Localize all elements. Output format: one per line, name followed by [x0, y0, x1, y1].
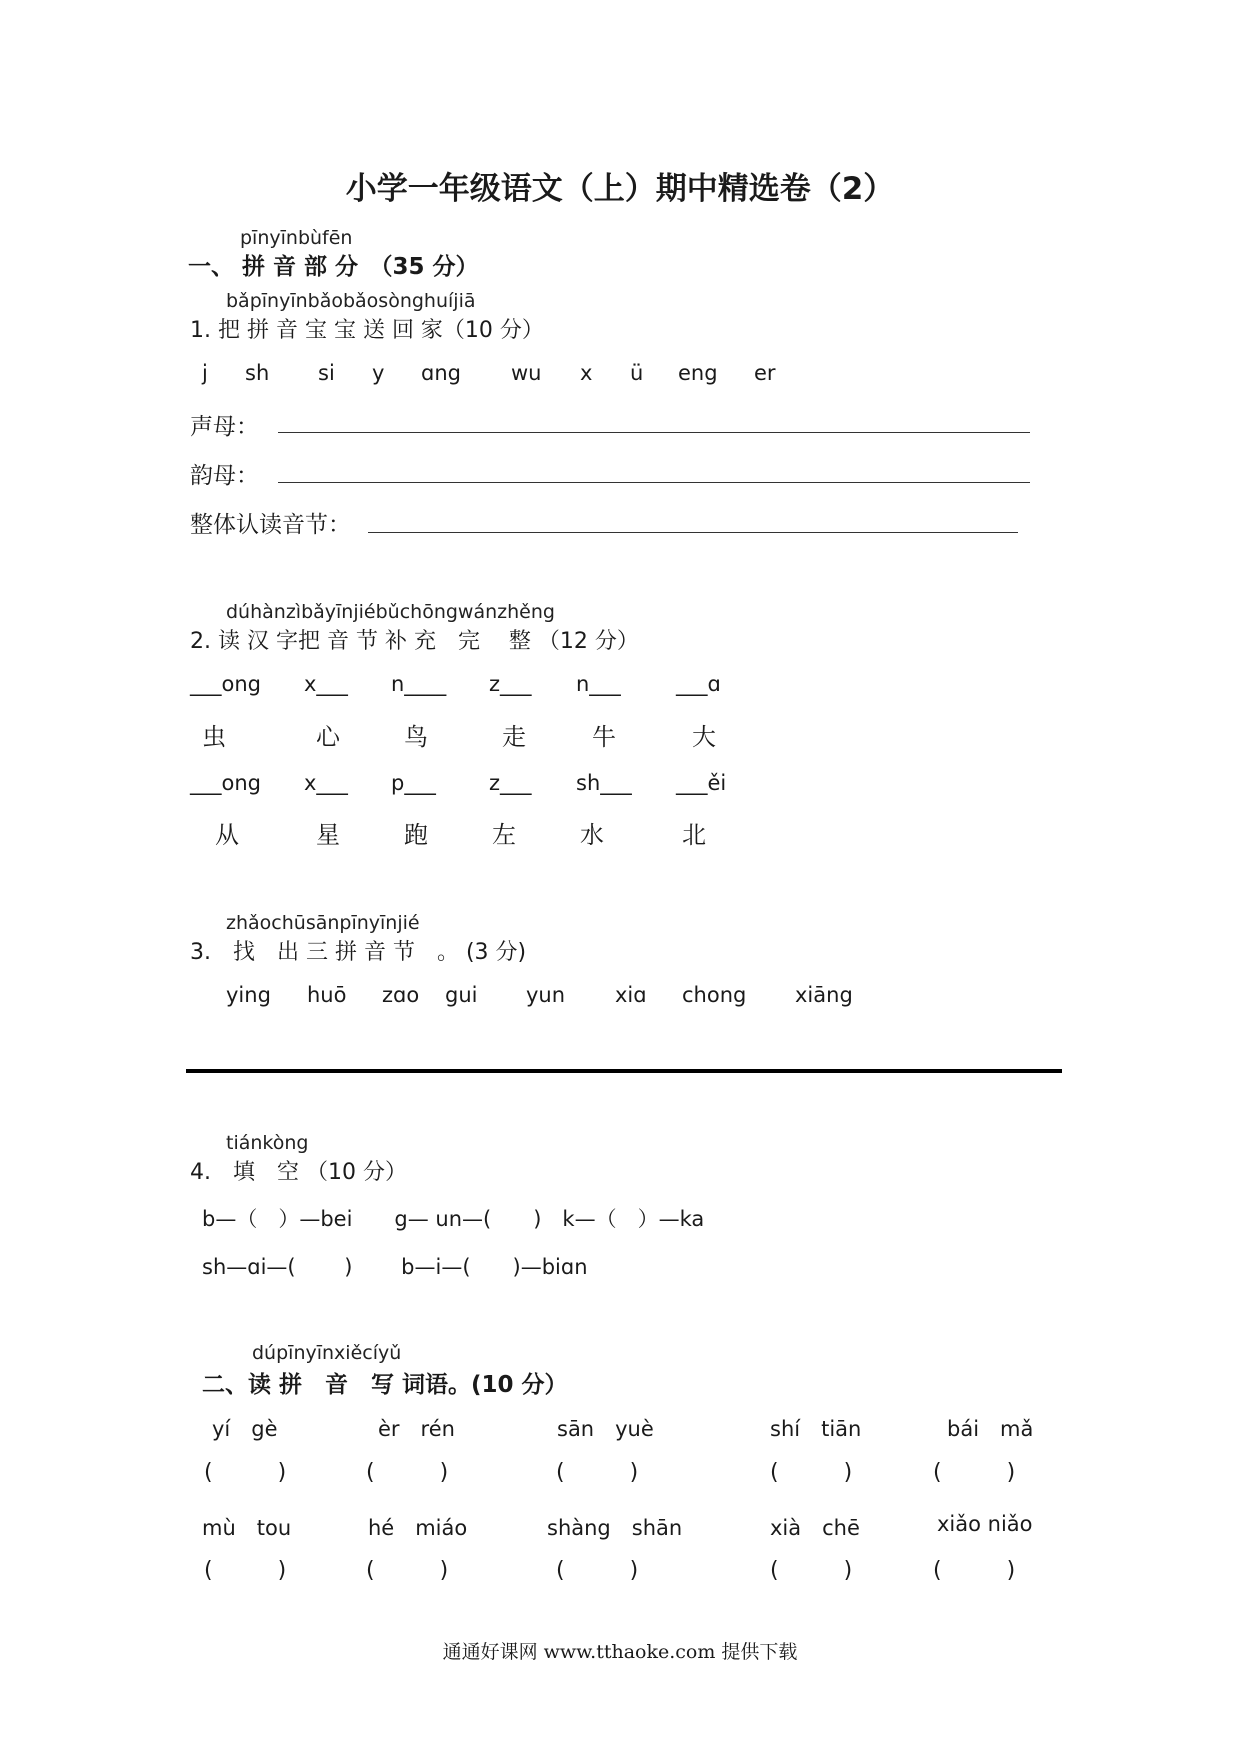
answer-box[interactable]: ( ) — [366, 1558, 449, 1583]
shengmu-answer-line[interactable] — [278, 432, 1030, 433]
section-divider — [186, 1069, 1062, 1073]
page-title: 小学一年级语文（上）期中精选卷（2） — [345, 171, 895, 207]
syllable-option[interactable]: ying — [226, 983, 271, 1007]
q2-pinyin: dúhànzìbǎyīnjiébǔchōngwánzhěng — [226, 601, 555, 623]
syllable-blank[interactable]: x___ — [304, 771, 348, 795]
yunmu-label: 韵母： — [190, 463, 259, 489]
syllable-blank[interactable]: n___ — [576, 672, 621, 696]
pinyin-word: bái mǎ — [947, 1417, 1034, 1441]
syllable-blank[interactable]: ___ɑ — [676, 672, 721, 696]
section1-pinyin: pīnyīnbùfēn — [240, 227, 353, 249]
syllable-option[interactable]: chong — [682, 983, 747, 1007]
hanzi: 走 — [502, 723, 526, 751]
section1-heading: 一、 拼 音 部 分 （35 分） — [188, 254, 479, 280]
q4-pinyin: tiánkòng — [226, 1132, 309, 1154]
q1-pinyin: bǎpīnyīnbǎobǎosònghuíjiā — [226, 290, 476, 312]
q2-blanks-row-1 — [0, 672, 1240, 702]
pinyin-word: xiǎo niǎo — [937, 1512, 1033, 1536]
pinyin-word: mù tou — [202, 1516, 292, 1540]
pinyin-word: shàng shān — [547, 1516, 683, 1540]
zhengti-label: 整体认读音节： — [190, 512, 351, 538]
answer-parens-row-2 — [0, 1558, 1240, 1588]
syllable-blank[interactable]: z___ — [489, 771, 532, 795]
hanzi: 牛 — [592, 723, 616, 751]
hanzi: 北 — [682, 821, 706, 849]
letter: ü — [630, 361, 644, 385]
letter: er — [754, 361, 776, 385]
syllable-blank[interactable]: ___ong — [190, 672, 261, 696]
answer-box[interactable]: ( ) — [770, 1558, 853, 1583]
syllable-blank[interactable]: ___ěi — [676, 771, 727, 795]
q2-label: 2. 读 汉 字把 音 节 补 充 完 整 （12 分） — [190, 629, 639, 654]
syllable-blank[interactable]: z___ — [489, 672, 532, 696]
q2-chars-row-2 — [0, 815, 1240, 849]
pinyin-word: èr rén — [378, 1417, 455, 1441]
answer-box[interactable]: ( ) — [770, 1460, 853, 1485]
section2-pinyin: dúpīnyīnxiěcíyǔ — [252, 1342, 402, 1364]
hanzi: 水 — [580, 821, 604, 849]
answer-box[interactable]: ( ) — [933, 1558, 1016, 1583]
words-row-1 — [0, 1413, 1240, 1443]
q3-options — [0, 983, 1240, 1013]
syllable-blank[interactable]: x___ — [304, 672, 348, 696]
hanzi: 鸟 — [404, 723, 428, 751]
hanzi: 跑 — [404, 821, 428, 849]
letter: wu — [511, 361, 542, 385]
syllable-option[interactable]: yun — [526, 983, 566, 1007]
syllable-blank[interactable]: sh___ — [576, 771, 632, 795]
q4-label: 4. 填 空 （10 分） — [190, 1160, 407, 1185]
letter: sh — [245, 361, 270, 385]
footer-source: 通通好课网 www.tthaoke.com 提供下载 — [442, 1641, 798, 1663]
q3-pinyin: zhǎochūsānpīnyīnjié — [226, 912, 420, 934]
pinyin-word: yí gè — [212, 1417, 278, 1441]
syllable-blank[interactable]: n____ — [391, 672, 447, 696]
answer-parens-row-1 — [0, 1460, 1240, 1490]
syllable-blank[interactable]: ___ong — [190, 771, 261, 795]
q2-chars-row-1 — [0, 717, 1240, 751]
answer-box[interactable]: ( ) — [933, 1460, 1016, 1485]
answer-box[interactable]: ( ) — [204, 1558, 287, 1583]
hanzi: 星 — [316, 821, 340, 849]
pinyin-word: sān yuè — [557, 1417, 654, 1441]
q1-label: 1. 把 拼 音 宝 宝 送 回 家（10 分） — [190, 318, 544, 343]
pinyin-word: shí tiān — [770, 1417, 862, 1441]
yunmu-answer-line[interactable] — [278, 482, 1030, 483]
hanzi: 心 — [316, 723, 340, 751]
answer-box[interactable]: ( ) — [556, 1558, 639, 1583]
hanzi: 从 — [215, 821, 239, 849]
q3-label: 3. 找 出 三 拼 音 节 。 (3 分) — [190, 940, 527, 965]
words-row-2 — [0, 1512, 1240, 1542]
pinyin-word: hé miáo — [368, 1516, 468, 1540]
letter: si — [318, 361, 335, 385]
syllable-option[interactable]: gui — [445, 983, 478, 1007]
syllable-option[interactable]: xiāng — [795, 983, 853, 1007]
letter: j — [202, 361, 208, 385]
shengmu-label: 声母： — [190, 414, 259, 440]
zhengti-answer-line[interactable] — [368, 532, 1018, 533]
answer-box[interactable]: ( ) — [204, 1460, 287, 1485]
q4-line-1[interactable]: b—（ ）—bei g— un—( ) k—（ ）—ka — [202, 1207, 705, 1231]
q1-letters — [0, 361, 1240, 391]
syllable-option[interactable]: xiɑ — [615, 983, 647, 1007]
answer-box[interactable]: ( ) — [366, 1460, 449, 1485]
hanzi: 虫 — [202, 723, 226, 751]
section2-heading: 二、读 拼 音 写 词语。(10 分） — [202, 1372, 568, 1398]
hanzi: 左 — [492, 821, 516, 849]
answer-box[interactable]: ( ) — [556, 1460, 639, 1485]
letter: ɑng — [421, 361, 461, 385]
syllable-option[interactable]: huō — [307, 983, 347, 1007]
syllable-blank[interactable]: p___ — [391, 771, 436, 795]
q4-line-2[interactable]: sh—ɑi—( ) b—i—( )—biɑn — [202, 1255, 588, 1279]
letter: x — [580, 361, 593, 385]
pinyin-word: xià chē — [770, 1516, 860, 1540]
syllable-option[interactable]: zɑo — [382, 983, 420, 1007]
letter: eng — [678, 361, 718, 385]
q2-blanks-row-2 — [0, 771, 1240, 801]
letter: y — [372, 361, 385, 385]
hanzi: 大 — [692, 723, 716, 751]
